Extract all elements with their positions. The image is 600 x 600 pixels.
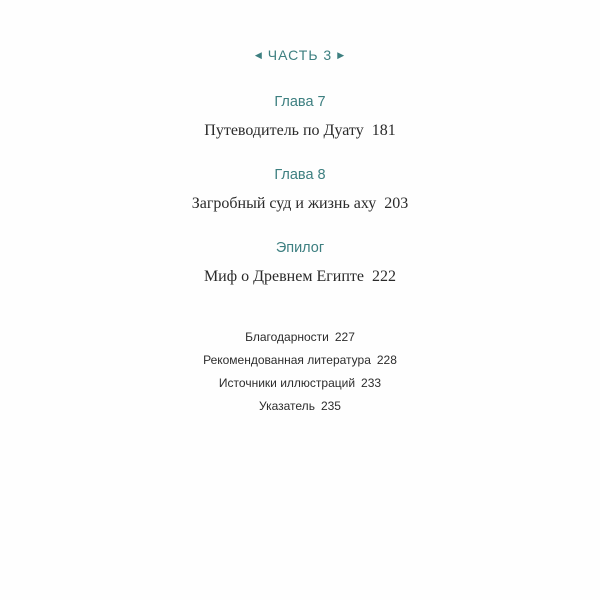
toc-section-epilogue xyxy=(0,237,600,288)
section-label: Эпилог xyxy=(275,240,325,256)
section-label: Глава 8 xyxy=(274,167,326,183)
toc-entry xyxy=(0,120,600,142)
backmatter-title: Благодарности xyxy=(245,330,329,344)
backmatter-item xyxy=(0,326,600,349)
part-heading xyxy=(0,47,600,63)
backmatter-item xyxy=(0,395,600,418)
backmatter-item xyxy=(0,349,600,372)
backmatter-title: Указатель xyxy=(259,399,315,413)
toc-section-chapter-7 xyxy=(0,91,600,142)
page-number: 233 xyxy=(361,376,382,390)
page-number: 228 xyxy=(376,353,397,367)
section-label: Глава 7 xyxy=(274,94,326,110)
toc-section-chapter-8 xyxy=(0,164,600,215)
backmatter-title: Рекомендованная литература xyxy=(203,353,371,367)
page-number: 222 xyxy=(372,268,397,285)
toc-entry xyxy=(0,266,600,288)
backmatter-title: Источники иллюстраций xyxy=(218,376,356,390)
backmatter-item xyxy=(0,372,600,395)
entry-title: Загробный суд и жизнь аху xyxy=(191,195,377,212)
entry-title: Миф о Древнем Египте xyxy=(203,268,365,285)
page-number: 203 xyxy=(384,195,409,212)
entry-title: Путеводитель по Дуату xyxy=(204,122,364,139)
part-label: ЧАСТЬ 3 xyxy=(267,47,333,63)
toc-entry xyxy=(0,193,600,215)
page-number: 181 xyxy=(371,122,396,139)
backmatter-list xyxy=(0,326,600,418)
page-number: 235 xyxy=(320,399,341,413)
page-number: 227 xyxy=(334,330,355,344)
arrow-left-icon: ◀ xyxy=(254,50,263,60)
arrow-right-icon: ▶ xyxy=(337,50,346,60)
